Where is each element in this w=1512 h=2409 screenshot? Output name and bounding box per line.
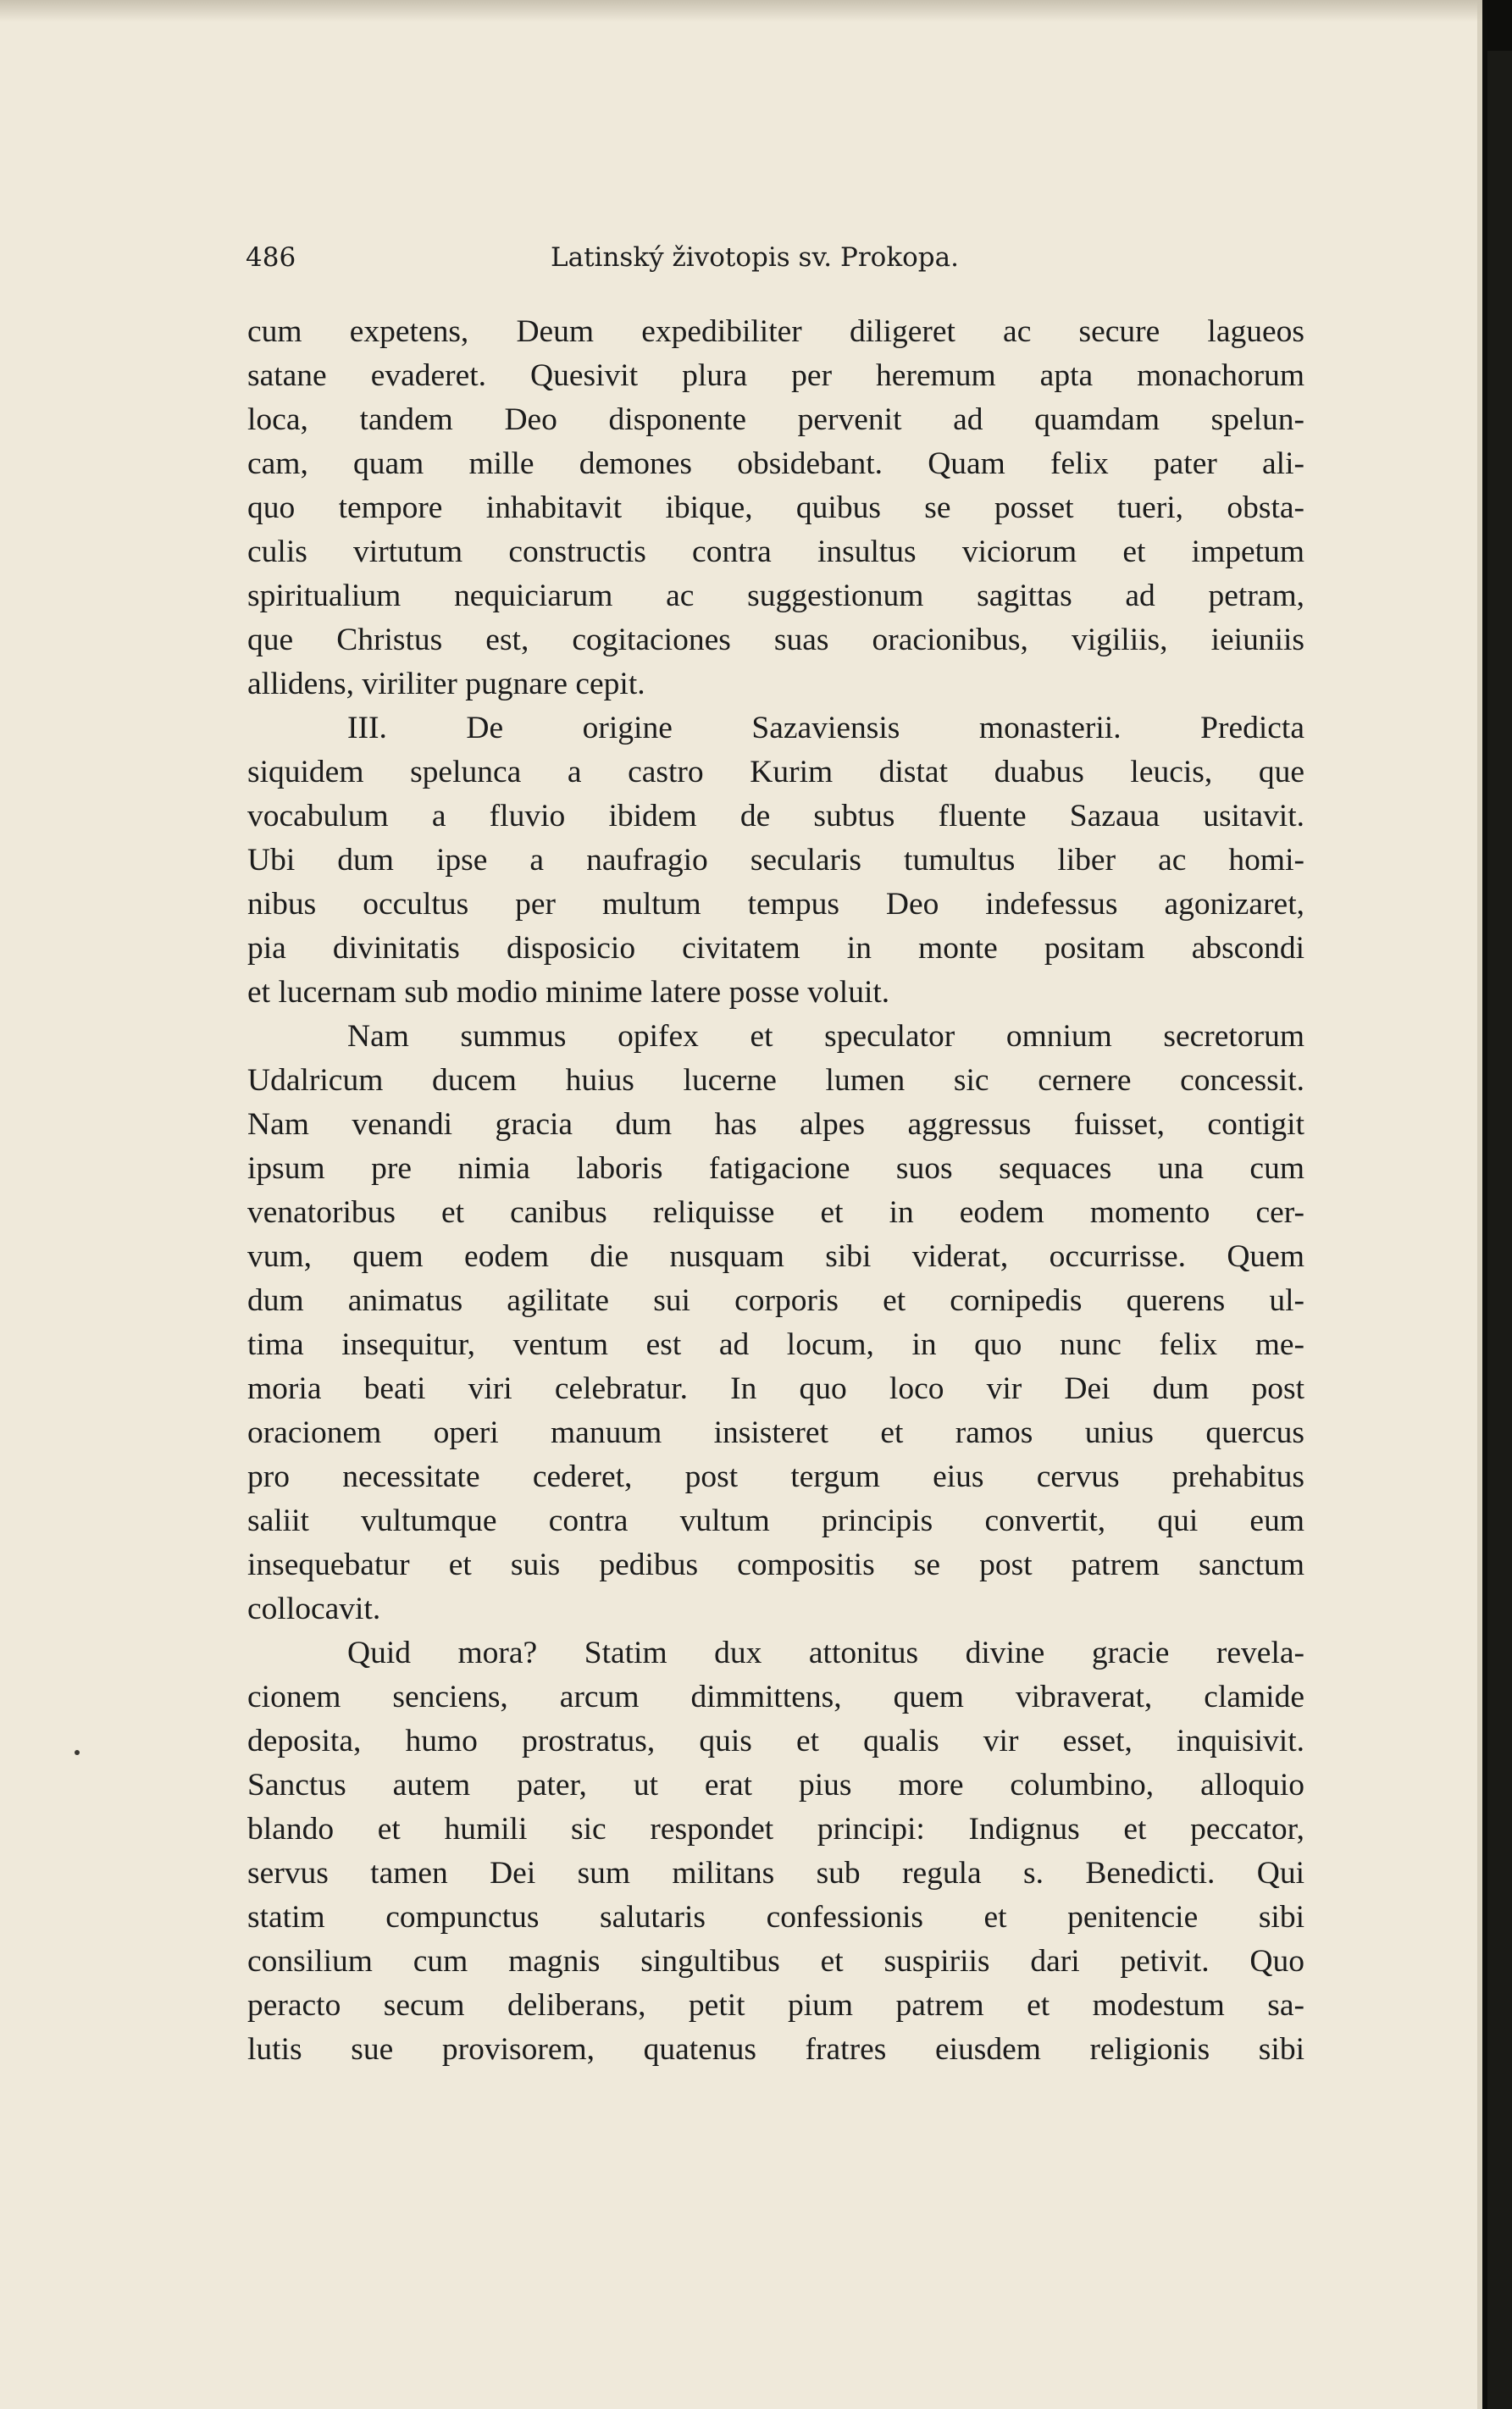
running-head — [246, 242, 1304, 276]
margin-mark — [75, 1750, 80, 1755]
text-line: culis virtutum constructis contra insultus viciorum et impetum — [247, 534, 1304, 569]
page-number: 486 — [246, 242, 296, 273]
text-line: venatoribus et canibus reliquisse et in eodem momento cer- — [247, 1195, 1304, 1230]
text-line: peracto secum deliberans, petit pium patrem et modestum sa- — [247, 1988, 1304, 2023]
scan-edge — [1487, 51, 1512, 2409]
text-line: loca, tandem Deo disponente pervenit ad quamdam spelun- — [247, 402, 1304, 437]
text-line: dum animatus agilitate sui corporis et cornipedis querens ul- — [247, 1283, 1304, 1318]
page-top-shadow — [0, 0, 1482, 22]
text-line: spiritualium nequiciarum ac suggestionum sagittas ad petram, — [247, 579, 1304, 613]
text-line: nibus occultus per multum tempus Deo indefessus agonizaret, — [247, 887, 1304, 922]
text-line: insequebatur et suis pedibus compositis se post patrem sanctum — [247, 1548, 1304, 1582]
running-title: Latinský životopis sv. Prokopa. — [551, 242, 959, 273]
text-line: siquidem spelunca a castro Kurim distat duabus leucis, que — [247, 755, 1304, 789]
text-line: Sanctus autem pater, ut erat pius more columbino, alloquio — [247, 1768, 1304, 1803]
text-line: deposita, humo prostratus, quis et qualis vir esset, inquisivit. — [247, 1724, 1304, 1758]
text-line: collocavit. — [247, 1592, 381, 1626]
text-line: Udalricum ducem huius lucerne lumen sic cernere concessit. — [247, 1063, 1304, 1098]
text-line: vum, quem eodem die nusquam sibi viderat, occurrisse. Quem — [247, 1239, 1304, 1274]
text-line: que Christus est, cogitaciones suas oracionibus, vigiliis, ieiuniis — [247, 623, 1304, 657]
text-line: pro necessitate cederet, post tergum eius cervus prehabitus — [247, 1459, 1304, 1494]
text-line: statim compunctus salutaris confessionis et penitencie sibi — [247, 1900, 1304, 1935]
text-line: consilium cum magnis singultibus et suspiriis dari petivit. Quo — [247, 1944, 1304, 1979]
text-line: saliit vultumque contra vultum principis convertit, qui eum — [247, 1504, 1304, 1538]
text-line: Quid mora? Statim dux attonitus divine gracie revela- — [347, 1636, 1304, 1670]
text-line: vocabulum a fluvio ibidem de subtus fluente Sazaua usitavit. — [247, 799, 1304, 833]
text-line: Ubi dum ipse a naufragio secularis tumultus liber ac homi- — [247, 843, 1304, 878]
text-line: cum expetens, Deum expedibiliter diligeret ac secure lagueos — [247, 314, 1304, 349]
text-line: cam, quam mille demones obsidebant. Quam felix pater ali- — [247, 446, 1304, 481]
text-line: servus tamen Dei sum militans sub regula s. Benedicti. Qui — [247, 1856, 1304, 1891]
text-line: pia divinitatis disposicio civitatem in monte positam abscondi — [247, 931, 1304, 966]
body-text — [247, 310, 1304, 2072]
text-line: Nam summus opifex et speculator omnium secretorum — [347, 1019, 1304, 1054]
text-line: III. De origine Sazaviensis monasterii. Predicta — [347, 711, 1304, 745]
text-line: oracionem operi manuum insisteret et ramos unius quercus — [247, 1415, 1304, 1450]
text-line: cionem senciens, arcum dimmittens, quem vibraverat, clamide — [247, 1680, 1304, 1714]
text-line: moria beati viri celebratur. In quo loco vir Dei dum post — [247, 1371, 1304, 1406]
text-line: et lucernam sub modio minime latere posse voluit. — [247, 975, 890, 1010]
text-line: tima insequitur, ventum est ad locum, in quo nunc felix me- — [247, 1327, 1304, 1362]
text-line: ipsum pre nimia laboris fatigacione suos sequaces una cum — [247, 1151, 1304, 1186]
text-line: satane evaderet. Quesivit plura per heremum apta monachorum — [247, 358, 1304, 393]
text-line: lutis sue provisorem, quatenus fratres eiusdem religionis sibi — [247, 2032, 1304, 2067]
text-line: blando et humili sic respondet principi: Indignus et peccator, — [247, 1812, 1304, 1847]
text-line: allidens, viriliter pugnare cepit. — [247, 667, 645, 701]
text-line: quo tempore inhabitavit ibique, quibus se posset tueri, obsta- — [247, 490, 1304, 525]
text-line: Nam venandi gracia dum has alpes aggressus fuisset, contigit — [247, 1107, 1304, 1142]
